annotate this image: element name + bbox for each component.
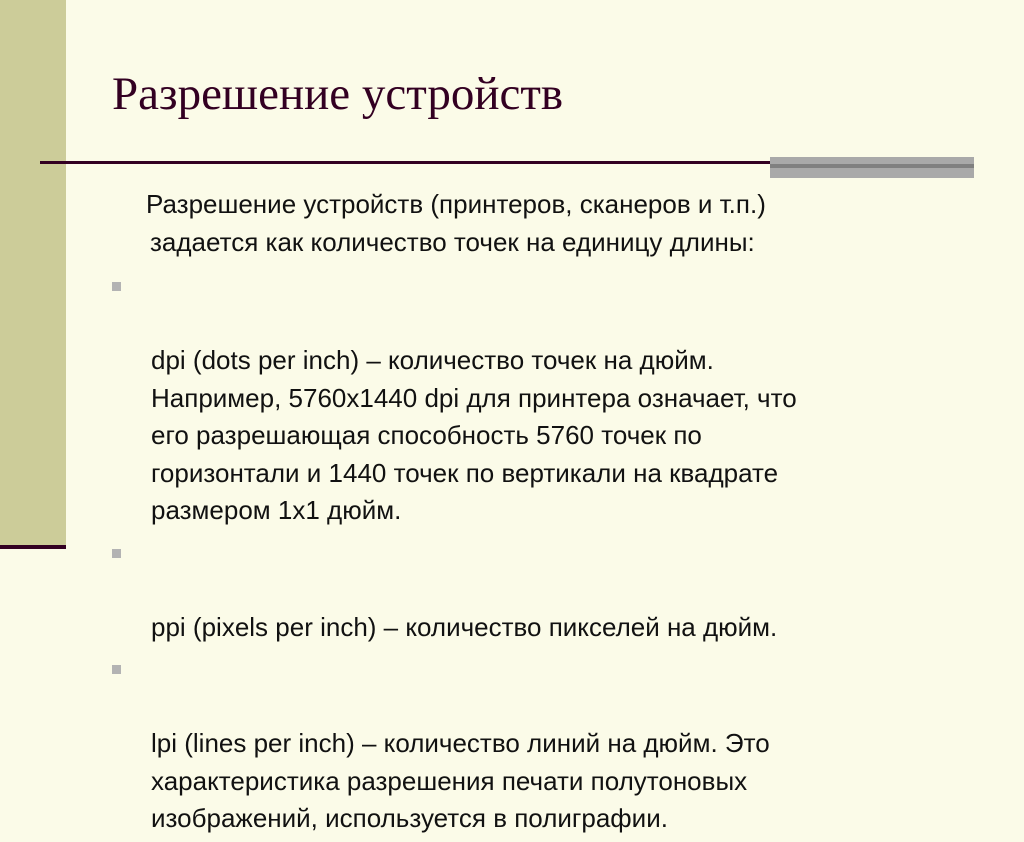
side-decor-band: [0, 0, 66, 548]
list-item-text: dpi (dots per inch) – количество точек на дюйм. Например, 5760x1440 dpi для принтера означает, что его разрешающая способность 5760 точек по горизонтали и 1440 точек по вертикали на квадрате размером 1x1 дюйм.: [151, 345, 797, 525]
square-bullet-icon: [112, 549, 121, 558]
list-item: [108, 267, 968, 530]
title-underline: [40, 161, 770, 164]
slide-title: Разрешение устройств: [112, 68, 564, 120]
side-decor-line: [0, 545, 66, 549]
square-bullet-icon: [112, 282, 121, 291]
bullet-list: [108, 267, 968, 838]
list-item-text: lpi (lines per inch) – количество линий на дюйм. Это характеристика разрешения печати полутоновых изображений, используется в полиграфии.: [151, 728, 770, 833]
list-item-text: ppi (pixels per inch) – количество пикселей на дюйм.: [151, 611, 778, 642]
list-item: [108, 534, 968, 647]
title-accent-bar-lower: [770, 168, 974, 178]
list-item: [108, 650, 968, 838]
square-bullet-icon: [112, 665, 121, 674]
intro-paragraph: Разрешение устройств (принтеров, сканеров и т.п.) задается как количество точек на единицу длины:: [146, 189, 766, 257]
slide-body: [108, 186, 968, 842]
title-accent-bar: [770, 157, 974, 164]
